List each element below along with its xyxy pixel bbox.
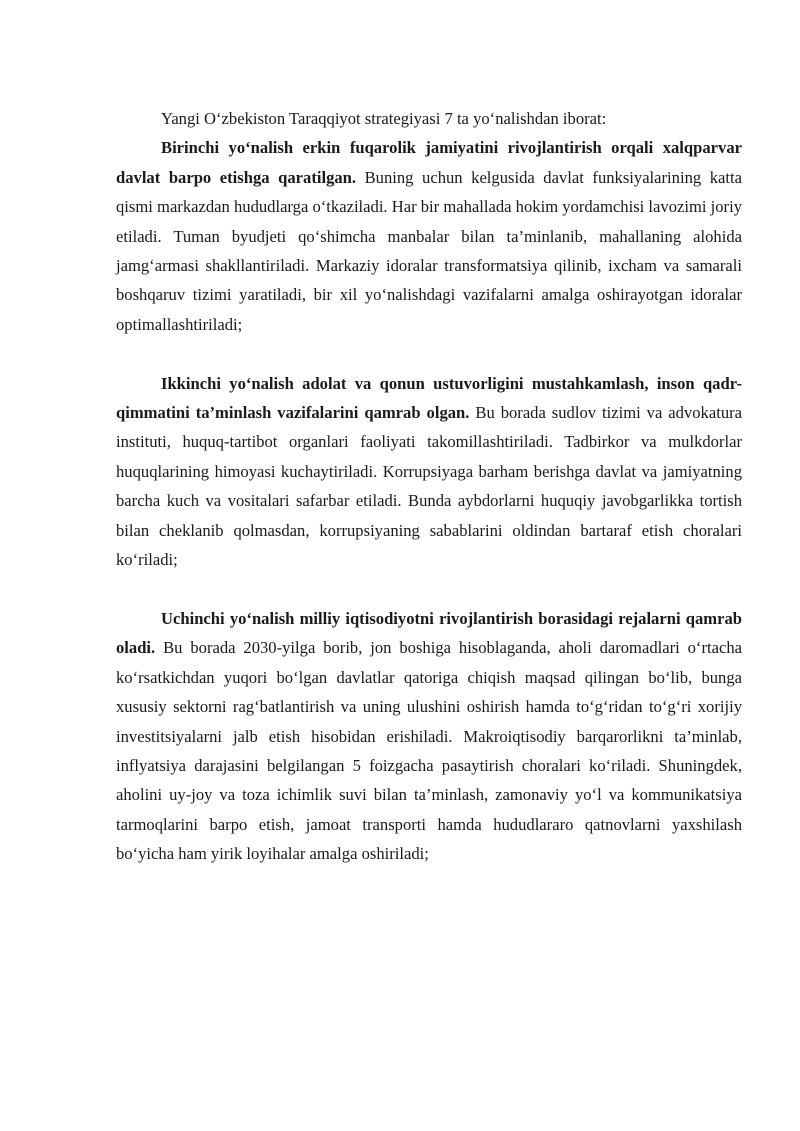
paragraph-heading: Ikkinchi yo‘nalish adolat va qonun ustuvorligini mustahkamlash, inson qadr-qimmatini ta’minlash vazifalarini qamrab olgan. [116,373,742,423]
paragraph-body: Bu borada 2030-yilga borib, jon boshiga hisoblaganda, aholi daromadlari o‘rtacha ko‘rsatkichdan yuqori bo‘lgan davlatlar qatoriga chiqish maqsad qilingan bo‘lib, bunga xususiy sektorni rag‘batlantirish va uning ulushini oshirish hamda to‘g‘ridan to‘g‘ri xorijiy investitsiyalarni jalb etish hisobidan erishiladi. Makroiqtisodiy barqarorlikni ta’minlab, inflyatsiya darajasini belgilangan 5 foizgacha pasaytirish choralari ko‘riladi. Shuningdek, aholini uy-joy va toza ichimlik suvi bilan ta’minlash, zamonaviy yo‘l va kommunikatsiya tarmoqlarini barpo etish, jamoat transporti hamda hududlararo qatnovlarni yaxshilash bo‘yicha ham yirik loyihalar amalga oshiriladi; [116,638,742,864]
paragraph-second-direction [116,369,742,575]
paragraph-body: Bu borada sudlov tizimi va advokatura instituti, huquq-tartibot organlari faoliyati takomillashtiriladi. Tadbirkor va mulkdorlar huquqlarining himoyasi kuchaytiriladi. Korrupsiyaga barham berishga davlat va jamiyatning barcha kuch va vositalari safarbar etiladi. Bunda aybdorlarni huquqiy javobgarlikka tortish bilan cheklanib qolmasdan, korrupsiyaning sabablarini oldindan bartaraf etish choralari ko‘riladi; [116,403,743,570]
paragraph-spacer [116,574,742,603]
paragraph-heading: Uchinchi yo‘nalish milliy iqtisodiyotni rivojlantirish borasidagi rejalarni qamrab oladi. [116,608,742,658]
paragraph-third-direction [116,604,742,869]
paragraph-body: Buning uchun kelgusida davlat funksiyalarining katta qismi markazdan hududlarga o‘tkaziladi. Har bir mahallada hokim yordamchisi lavozimi joriy etiladi. Tuman byudjeti qo‘shimcha manbalar bilan ta’minlanib, mahallaning alohida jamg‘armasi shakllantiriladi. Markaziy idoralar transformatsiya qilinib, ixcham va samarali boshqaruv tizimi yaratiladi, bir xil yo‘nalishdagi vazifalarni amalga oshirayotgan idoralar optimallashtiriladi; [116,167,742,334]
paragraph-spacer [116,339,742,368]
paragraph-first-direction [116,133,742,339]
intro-paragraph: Yangi O‘zbekiston Taraqqiyot strategiyasi 7 ta yo‘nalishdan iborat: [161,109,607,128]
document-page [116,104,742,869]
paragraph-heading: Birinchi yo‘nalish erkin fuqarolik jamiyatini rivojlantirish orqali xalqparvar davlat barpo etishga qaratilgan. [116,138,742,187]
